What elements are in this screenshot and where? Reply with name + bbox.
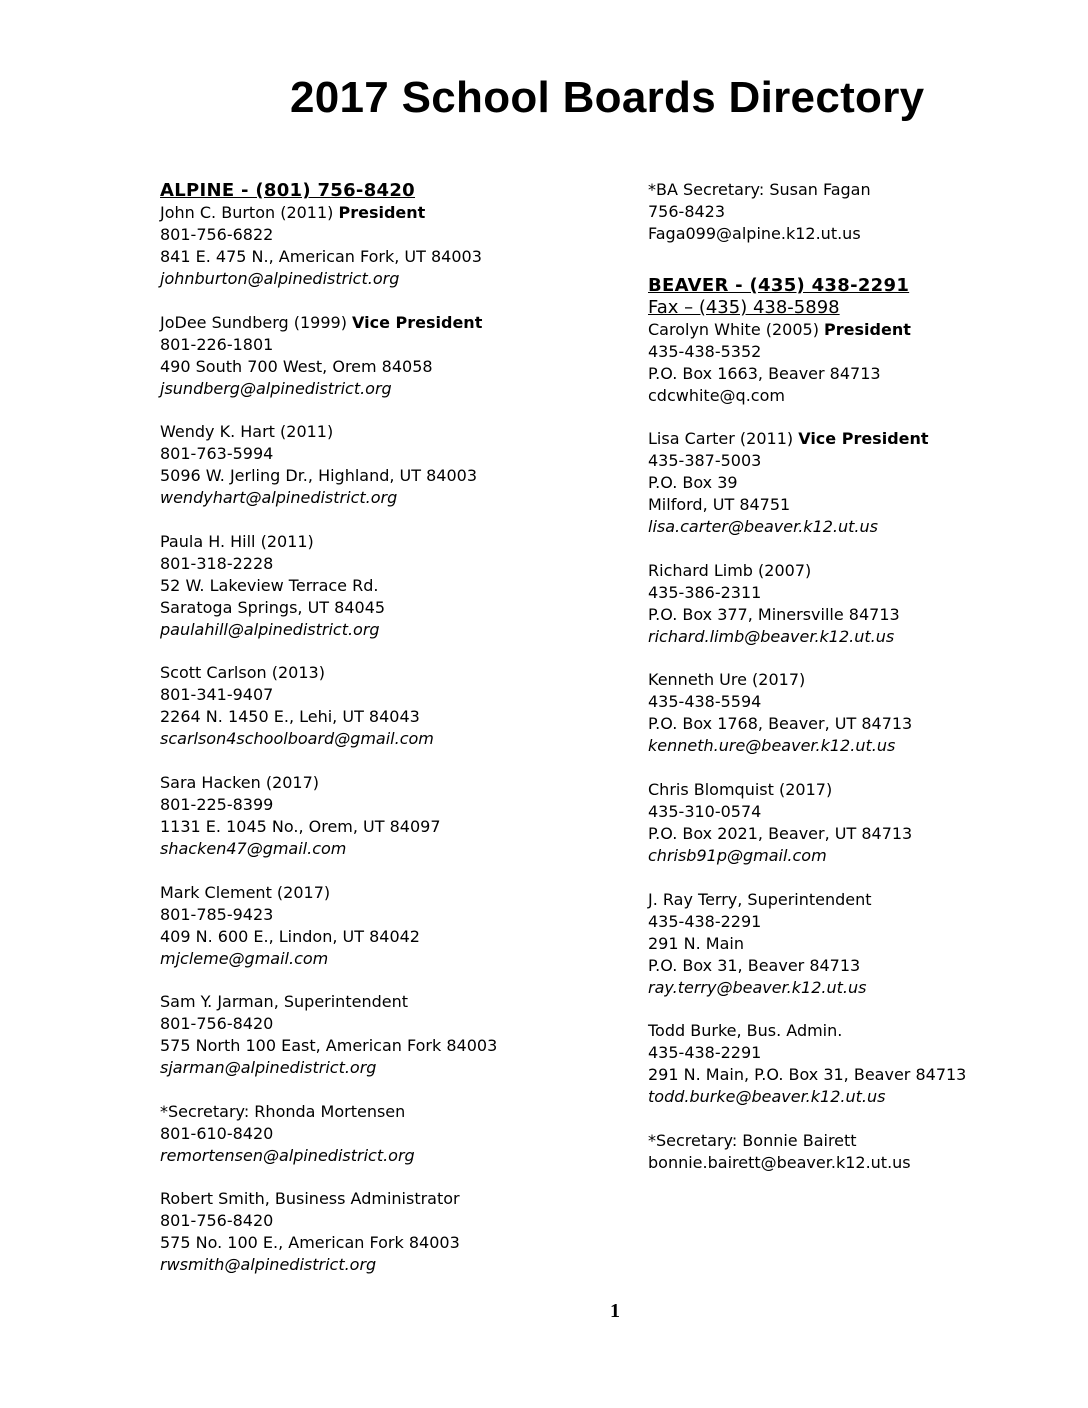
member-name: Carolyn White (2005) President	[648, 319, 911, 339]
member-phone: 801-756-8420	[160, 1211, 274, 1231]
alpine-heading: ALPINE - (801) 756-8420	[160, 180, 415, 201]
member-address: 1131 E. 1045 No., Orem, UT 84097	[160, 816, 441, 836]
member-address: 490 South 700 West, Orem 84058	[160, 356, 433, 376]
member-name: Paula H. Hill (2011)	[160, 531, 314, 551]
member-email: ray.terry@beaver.k12.ut.us	[648, 977, 867, 997]
member-email: bonnie.bairett@beaver.k12.ut.us	[648, 1152, 911, 1172]
member-phone: 435-438-2291	[648, 1043, 762, 1063]
board-entry	[648, 669, 1088, 757]
member-address: 575 No. 100 E., American Fork 84003	[160, 1233, 460, 1253]
beaver-fax: Fax – (435) 438-5898	[648, 296, 840, 318]
member-address: 291 N. Main, P.O. Box 31, Beaver 84713	[648, 1065, 967, 1085]
member-address: Saratoga Springs, UT 84045	[160, 597, 386, 617]
member-address: 5096 W. Jerling Dr., Highland, UT 84003	[160, 466, 478, 486]
member-name: Richard Limb (2007)	[648, 560, 812, 580]
member-phone: 435-386-2311	[648, 582, 762, 602]
page-title: 2017 School Boards Directory	[290, 73, 925, 122]
member-email: remortensen@alpinedistrict.org	[160, 1145, 415, 1165]
member-email: Faga099@alpine.k12.ut.us	[648, 224, 861, 243]
member-email: rwsmith@alpinedistrict.org	[160, 1255, 377, 1275]
member-name: J. Ray Terry, Superintendent	[648, 889, 872, 909]
member-phone: 801-610-8420	[160, 1123, 274, 1143]
board-entry	[160, 662, 600, 750]
member-email: paulahill@alpinedistrict.org	[160, 619, 380, 639]
board-entry	[160, 772, 600, 860]
member-phone: 435-438-2291	[648, 911, 762, 931]
member-email: sjarman@alpinedistrict.org	[160, 1058, 377, 1078]
member-role: President	[824, 319, 911, 339]
board-entry	[160, 312, 600, 400]
board-entry	[648, 1020, 1088, 1108]
member-phone: 801-318-2228	[160, 553, 274, 573]
board-entry	[160, 202, 600, 290]
board-entry	[648, 428, 1088, 538]
member-phone: 435-310-0574	[648, 801, 762, 821]
member-email: jsundberg@alpinedistrict.org	[160, 378, 392, 398]
member-role: Vice President	[798, 429, 929, 449]
member-address: P.O. Box 31, Beaver 84713	[648, 955, 861, 975]
member-phone: 801-756-6822	[160, 225, 274, 244]
board-entry	[160, 1188, 600, 1276]
member-name: Sam Y. Jarman, Superintendent	[160, 992, 408, 1012]
member-name: Chris Blomquist (2017)	[648, 779, 833, 799]
member-email: wendyhart@alpinedistrict.org	[160, 488, 398, 508]
member-phone: 756-8423	[648, 202, 726, 221]
right-column	[648, 179, 1088, 1195]
member-name: Wendy K. Hart (2011)	[160, 422, 334, 442]
board-entry	[648, 1130, 1088, 1174]
board-entry	[160, 421, 600, 509]
member-email: lisa.carter@beaver.k12.ut.us	[648, 517, 878, 537]
member-name: Lisa Carter (2011) Vice President	[648, 429, 929, 449]
board-entry	[160, 991, 600, 1079]
member-name: Scott Carlson (2013)	[160, 663, 325, 683]
member-address: 841 E. 475 N., American Fork, UT 84003	[160, 247, 482, 266]
member-email: todd.burke@beaver.k12.ut.us	[648, 1087, 886, 1107]
member-name: *BA Secretary: Susan Fagan	[648, 180, 871, 199]
board-entry	[160, 1101, 600, 1167]
member-phone: 801-225-8399	[160, 794, 274, 814]
board-entry	[160, 531, 600, 641]
member-name: *Secretary: Bonnie Bairett	[648, 1130, 857, 1150]
member-address: P.O. Box 1663, Beaver 84713	[648, 363, 881, 383]
member-phone: 801-226-1801	[160, 334, 274, 354]
member-email: mjcleme@gmail.com	[160, 948, 329, 968]
member-role: President	[338, 203, 426, 222]
member-address: 52 W. Lakeview Terrace Rd.	[160, 575, 379, 595]
member-email: johnburton@alpinedistrict.org	[160, 269, 400, 288]
member-address: Milford, UT 84751	[648, 495, 791, 515]
board-entry	[648, 889, 1088, 999]
member-phone: 435-438-5352	[648, 341, 762, 361]
member-name: *Secretary: Rhonda Mortensen	[160, 1101, 406, 1121]
member-address: P.O. Box 2021, Beaver, UT 84713	[648, 823, 913, 843]
member-email: cdcwhite@q.com	[648, 385, 785, 405]
member-address: P.O. Box 39	[648, 473, 738, 493]
member-phone: 801-785-9423	[160, 904, 274, 924]
member-address: P.O. Box 377, Minersville 84713	[648, 604, 900, 624]
member-email: kenneth.ure@beaver.k12.ut.us	[648, 736, 896, 756]
member-email: chrisb91p@gmail.com	[648, 845, 827, 865]
member-address: 575 North 100 East, American Fork 84003	[160, 1036, 498, 1056]
beaver-heading: BEAVER - (435) 438-2291	[648, 274, 910, 296]
alpine-column	[160, 180, 600, 1298]
member-phone: 801-763-5994	[160, 444, 274, 464]
member-address: P.O. Box 1768, Beaver, UT 84713	[648, 714, 913, 734]
member-address: 409 N. 600 E., Lindon, UT 84042	[160, 926, 420, 946]
member-email: shacken47@gmail.com	[160, 838, 347, 858]
member-name: John C. Burton (2011) President	[160, 203, 426, 222]
member-phone: 801-756-8420	[160, 1014, 274, 1034]
member-address: 291 N. Main	[648, 933, 744, 953]
board-entry	[648, 179, 1088, 245]
member-name: Robert Smith, Business Administrator	[160, 1189, 460, 1209]
page-number: 1	[610, 1300, 620, 1322]
board-entry	[648, 560, 1088, 648]
member-phone: 435-438-5594	[648, 692, 762, 712]
member-role: Vice President	[352, 312, 483, 332]
member-phone: 435-387-5003	[648, 451, 762, 471]
board-entry	[160, 882, 600, 970]
member-name: JoDee Sundberg (1999) Vice President	[160, 312, 483, 332]
member-name: Todd Burke, Bus. Admin.	[648, 1021, 843, 1041]
board-entry	[648, 779, 1088, 867]
member-address: 2264 N. 1450 E., Lehi, UT 84043	[160, 707, 420, 727]
member-name: Sara Hacken (2017)	[160, 772, 320, 792]
member-email: richard.limb@beaver.k12.ut.us	[648, 626, 895, 646]
member-name: Mark Clement (2017)	[160, 882, 331, 902]
member-name: Kenneth Ure (2017)	[648, 670, 806, 690]
board-entry	[648, 319, 1088, 407]
member-phone: 801-341-9407	[160, 685, 274, 705]
member-email: scarlson4schoolboard@gmail.com	[160, 729, 434, 749]
